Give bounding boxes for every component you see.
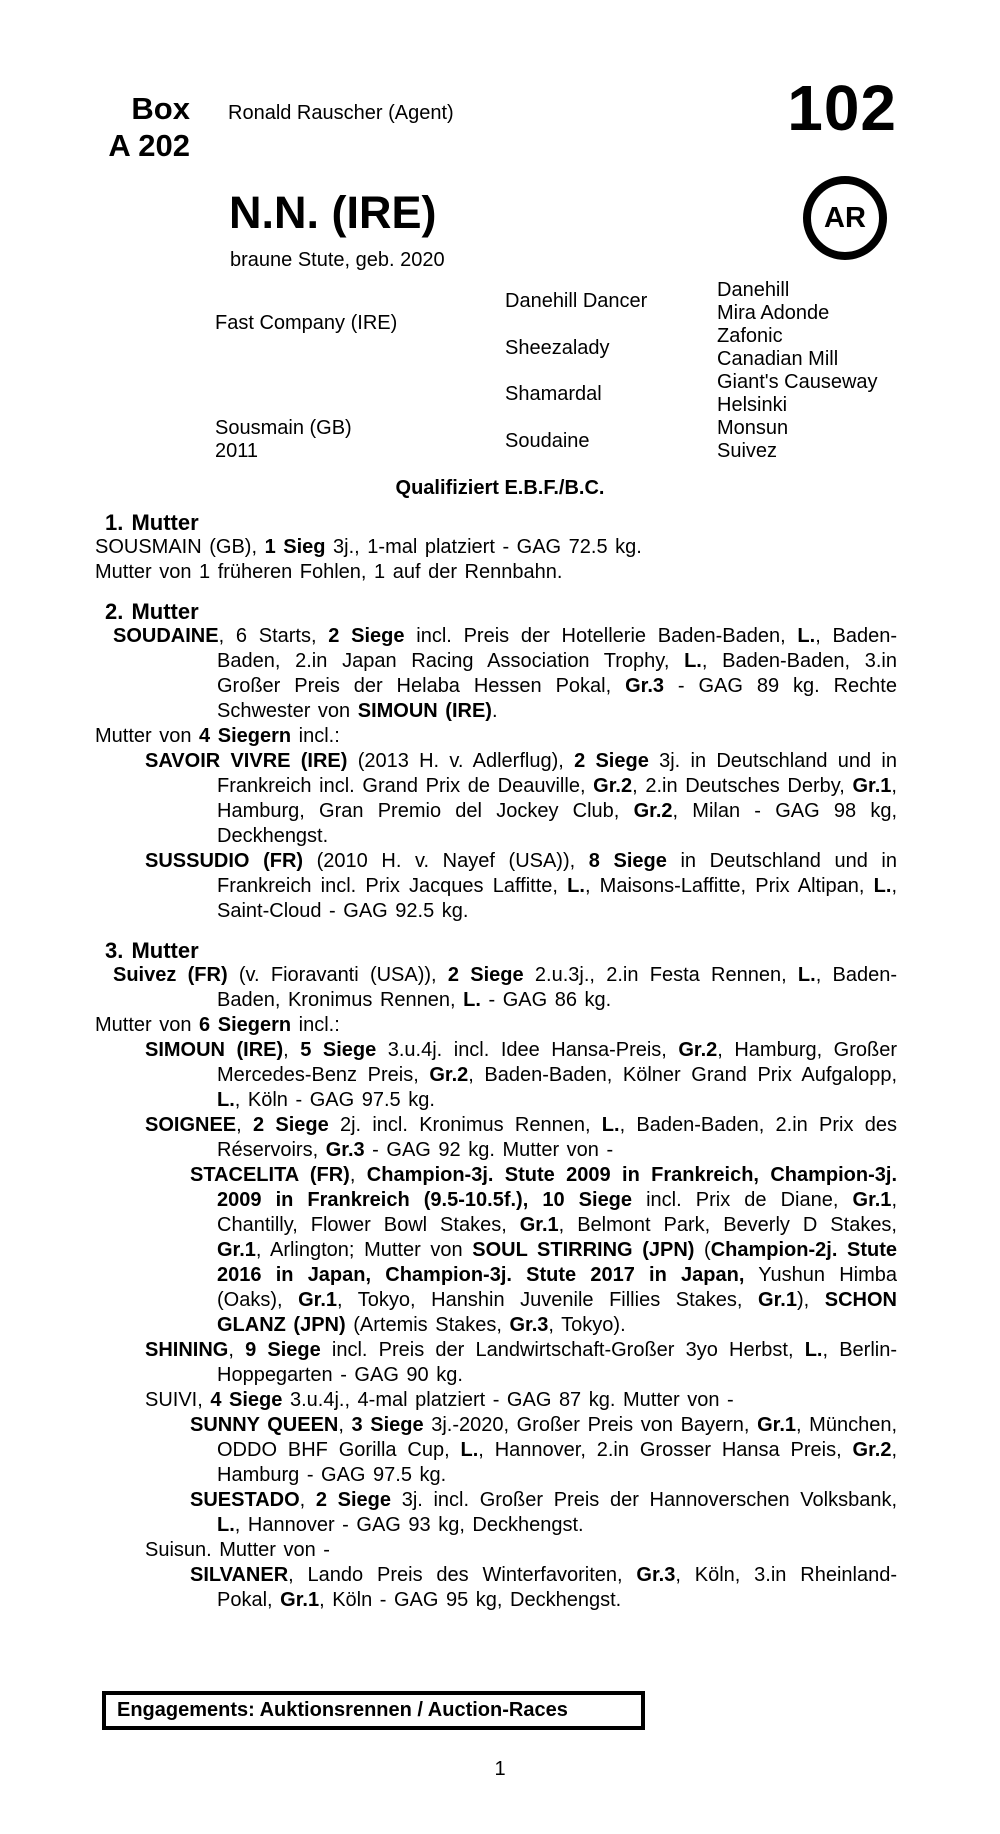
pedigree-paragraph [95, 724, 897, 749]
lot-number: 102 [787, 72, 897, 144]
emphasized-text: L. [797, 625, 816, 647]
emphasized-text: 9 Siege [245, 1339, 321, 1361]
emphasized-text: L. [567, 875, 585, 897]
emphasized-text: Gr.2 [633, 800, 673, 822]
emphasized-text: 2 Siege [447, 964, 524, 986]
pedigree-paragraph [95, 1538, 897, 1563]
plain-text: Mutter von [95, 1014, 200, 1036]
pedigree-paragraph [95, 535, 897, 560]
section-heading: 1. Mutter [105, 510, 199, 535]
plain-text: - GAG 89 kg. Rechte Schwester von [217, 675, 897, 722]
plain-text: , Köln - GAG 95 kg, Deckhengst. [319, 1589, 622, 1611]
emphasized-text: SIMOUN (IRE) [357, 700, 492, 722]
plain-text: , [349, 1164, 367, 1186]
plain-text: , Lando Preis des Winterfavoriten, [288, 1564, 637, 1586]
emphasized-text: SUNNY QUEEN [190, 1414, 339, 1436]
emphasized-text: Gr.1 [217, 1239, 256, 1261]
plain-text: ), [796, 1289, 825, 1311]
emphasized-text: L. [463, 989, 481, 1011]
emphasized-text: Gr.2 [852, 1439, 892, 1461]
emphasized-text: Gr.1 [757, 1414, 797, 1436]
plain-text: , Maisons-Laffitte, Prix Altipan, [584, 875, 874, 897]
pedigree-paragraph [95, 1388, 897, 1413]
engagements-label: Engagements: Auktionsrennen / Auction-Races [117, 1699, 568, 1721]
section-heading: 3. Mutter [105, 938, 199, 963]
pedigree-paragraph [95, 624, 897, 724]
plain-text: 3.u.4j. incl. Idee Hansa-Preis, [376, 1039, 679, 1061]
emphasized-text: 2 Siege [315, 1489, 392, 1511]
plain-text: , Hamburg, Gran Premio del Jockey Club, [217, 775, 897, 822]
pedigree-paragraph [95, 1413, 897, 1488]
plain-text: , Baden-Baden, 3.in Großer Preis der Helaba Hessen Pokal, [217, 650, 897, 697]
emphasized-text: Gr.2 [678, 1039, 718, 1061]
emphasized-text: Gr.3 [636, 1564, 676, 1586]
plain-text: ( [694, 1239, 711, 1261]
emphasized-text: 1 Sieg [264, 536, 326, 558]
grandparent-name: Sheezalady [505, 337, 610, 359]
plain-text: incl. Preis der Hotellerie Baden-Baden, [404, 625, 798, 647]
plain-text: Mutter von [95, 725, 200, 747]
plain-text: - GAG 86 kg. [480, 989, 612, 1011]
emphasized-text: SOIGNEE [145, 1114, 237, 1136]
pedigree-body [95, 510, 897, 1613]
emphasized-text: SAVOIR VIVRE (IRE) [145, 750, 348, 772]
emphasized-text: L. [804, 1339, 823, 1361]
emphasized-text: Gr.3 [625, 675, 664, 697]
plain-text: - GAG 92 kg. Mutter von - [364, 1139, 614, 1161]
emphasized-text: Champion-3j. Stute 2009 in Frankreich, Champion-3j. 2009 in Frankreich (9.5-10.5f.), 10 Siege [217, 1164, 897, 1211]
horse-name: N.N. (IRE) [229, 187, 437, 238]
emphasized-text: SOUL STIRRING (JPN) [472, 1239, 695, 1261]
plain-text: , Berlin-Hoppegarten - GAG 90 kg. [217, 1339, 897, 1386]
plain-text: , Baden-Baden, 2.in Japan Racing Association Trophy, [217, 625, 897, 672]
emphasized-text: 2 Siege [328, 625, 405, 647]
plain-text: (v. Fioravanti (USA)), [227, 964, 448, 986]
box-number: A 202 [108, 128, 190, 163]
plain-text: , Baden-Baden, Kronimus Rennen, [217, 964, 898, 1011]
plain-text: incl. Preis der Landwirtschaft-Großer 3yo Herbst, [320, 1339, 805, 1361]
plain-text: in Deutschland und in Frankreich incl. Prix Jacques Laffitte, [217, 850, 897, 897]
pedigree-paragraph [95, 849, 897, 924]
plain-text: , Arlington; Mutter von [255, 1239, 473, 1261]
plain-text: , München, ODDO BHF Gorilla Cup, [217, 1414, 897, 1461]
plain-text: , [299, 1489, 316, 1511]
box-block [100, 90, 190, 164]
emphasized-text: Gr.1 [852, 775, 892, 797]
plain-text: 3j. in Deutschland und in Frankreich incl. Grand Prix de Deauville, [217, 750, 897, 797]
horse-description: braune Stute, geb. 2020 [230, 249, 445, 271]
plain-text: 3j.-2020, Großer Preis von Bayern, [423, 1414, 758, 1436]
pedigree-paragraph [95, 1163, 897, 1338]
plain-text: SUIVI, [145, 1389, 211, 1411]
ancestor-name: Canadian Mill [717, 348, 839, 370]
pedigree-paragraph [95, 963, 897, 1013]
emphasized-text: L. [797, 964, 816, 986]
emphasized-text: SOUDAINE [113, 625, 219, 647]
grandparent-name: Soudaine [505, 430, 590, 452]
plain-text: , Belmont Park, Beverly D Stakes, [558, 1214, 897, 1236]
plain-text: , Tokyo). [548, 1314, 626, 1336]
plain-text: , [338, 1414, 352, 1436]
plain-text: Mutter von 1 früheren Fohlen, 1 auf der Rennbahn. [95, 561, 563, 583]
plain-text: , 2.in Deutsches Derby, [632, 775, 853, 797]
plain-text: , Chantilly, Flower Bowl Stakes, [217, 1189, 897, 1236]
plain-text: , Hannover, 2.in Grosser Hansa Preis, [478, 1439, 853, 1461]
plain-text: SOUSMAIN (GB), [95, 536, 265, 558]
dam-name: Sousmain (GB) [215, 417, 352, 439]
qualification-note: Qualifiziert E.B.F./B.C. [395, 477, 605, 499]
pedigree-paragraph [95, 1338, 897, 1388]
emphasized-text: Gr.1 [519, 1214, 559, 1236]
plain-text: Yushun Himba (Oaks), [217, 1264, 897, 1311]
emphasized-text: 2 Siege [252, 1114, 329, 1136]
emphasized-text: SUESTADO [190, 1489, 300, 1511]
emphasized-text: Gr.1 [298, 1289, 338, 1311]
pedigree-sire: Fast Company (IRE) [215, 312, 398, 334]
plain-text: incl.: [291, 725, 340, 747]
plain-text: incl. Prix de Diane, [632, 1189, 853, 1211]
ancestor-name: Helsinki [717, 394, 788, 416]
plain-text: . [491, 700, 498, 722]
section-heading: 2. Mutter [105, 599, 199, 624]
plain-text: , Baden-Baden, 2.in Prix des Réservoirs, [217, 1114, 897, 1161]
ancestor-name: Monsun [717, 417, 789, 439]
pedigree-paragraph [95, 1563, 897, 1613]
pedigree-paragraph [95, 1113, 897, 1163]
emphasized-text: SUSSUDIO (FR) [145, 850, 304, 872]
grandparent-name: Danehill Dancer [505, 290, 648, 312]
emphasized-text: Gr.1 [280, 1589, 320, 1611]
emphasized-text: L. [684, 650, 702, 672]
plain-text: (Artemis Stakes, [345, 1314, 510, 1336]
emphasized-text: 5 Siege [300, 1039, 377, 1061]
page-number: 1 [494, 1758, 506, 1780]
ancestor-name: Danehill [717, 279, 790, 301]
plain-text: , Saint-Cloud - GAG 92.5 kg. [217, 875, 898, 922]
plain-text: Suisun. Mutter von - [145, 1539, 330, 1561]
box-label: Box [131, 91, 190, 126]
emphasized-text: SIMOUN (IRE) [145, 1039, 284, 1061]
plain-text: , [236, 1114, 253, 1136]
emphasized-text: STACELITA (FR) [190, 1164, 350, 1186]
plain-text: 3.u.4j., 4-mal platziert - GAG 87 kg. Mutter von - [282, 1389, 734, 1411]
emphasized-text: Gr.1 [758, 1289, 797, 1311]
ancestor-name: Mira Adonde [717, 302, 830, 324]
plain-text: , Milan - GAG 98 kg, Deckhengst. [217, 800, 898, 847]
plain-text: , 6 Starts, [218, 625, 329, 647]
pedigree-paragraph [95, 1488, 897, 1538]
plain-text: (2010 H. v. Nayef (USA)), [303, 850, 589, 872]
emphasized-text: Suivez (FR) [113, 964, 228, 986]
emphasized-text: 2 Siege [574, 750, 649, 772]
emphasized-text: SHINING [145, 1339, 229, 1361]
plain-text: , Tokyo, Hanshin Juvenile Fillies Stakes, [337, 1289, 759, 1311]
emphasized-text: 4 Siegern [199, 725, 292, 747]
emphasized-text: 3 Siege [351, 1414, 424, 1436]
emphasized-text: L. [873, 875, 892, 897]
plain-text: , [283, 1039, 301, 1061]
ancestor-name: Suivez [717, 440, 778, 462]
plain-text: , Baden-Baden, Kölner Grand Prix Aufgalopp, [468, 1064, 898, 1086]
plain-text: 2.u.3j., 2.in Festa Rennen, [523, 964, 798, 986]
plain-text: (2013 H. v. Adlerflug), [347, 750, 575, 772]
plain-text: , Hamburg - GAG 97.5 kg. [217, 1439, 898, 1486]
emphasized-text: Champion-2j. Stute 2016 in Japan, Champion-3j. Stute 2017 in Japan, [217, 1239, 897, 1286]
plain-text: 3j., 1-mal platziert - GAG 72.5 kg. [325, 536, 642, 558]
plain-text: , Köln - GAG 97.5 kg. [234, 1089, 435, 1111]
pedigree-paragraph [95, 1038, 897, 1113]
pedigree-dam [215, 417, 352, 463]
ancestor-name: Zafonic [717, 325, 783, 347]
emphasized-text: Gr.2 [429, 1064, 469, 1086]
plain-text: incl.: [291, 1014, 340, 1036]
emphasized-text: SILVANER [190, 1564, 289, 1586]
emphasized-text: Gr.1 [852, 1189, 892, 1211]
dam-year: 2011 [215, 440, 259, 462]
emphasized-text: L. [217, 1089, 235, 1111]
consignor-agent: Ronald Rauscher (Agent) [228, 102, 454, 124]
ar-brand-icon: AR [803, 176, 887, 260]
emphasized-text: L. [601, 1114, 620, 1136]
emphasized-text: L. [460, 1439, 479, 1461]
pedigree-paragraph [95, 749, 897, 849]
emphasized-text: SCHON GLANZ (JPN) [217, 1289, 897, 1336]
plain-text: , Hannover - GAG 93 kg, Deckhengst. [234, 1514, 584, 1536]
emphasized-text: Gr.2 [593, 775, 633, 797]
engagements-box [102, 1691, 645, 1730]
emphasized-text: Gr.3 [509, 1314, 549, 1336]
emphasized-text: 8 Siege [588, 850, 667, 872]
grandparent-name: Shamardal [505, 383, 602, 405]
emphasized-text: 6 Siegern [199, 1014, 292, 1036]
emphasized-text: Gr.3 [325, 1139, 365, 1161]
plain-text: , Köln, 3.in Rheinland-Pokal, [217, 1564, 897, 1611]
plain-text: , Hamburg, Großer Mercedes-Benz Preis, [217, 1039, 898, 1086]
pedigree-paragraph [95, 1013, 897, 1038]
great-grandparents [717, 279, 878, 463]
emphasized-text: L. [217, 1514, 235, 1536]
plain-text: 3j. incl. Großer Preis der Hannoverschen Volksbank, [391, 1489, 897, 1511]
plain-text: 2j. incl. Kronimus Rennen, [328, 1114, 602, 1136]
pedigree-paragraph [95, 560, 897, 585]
ancestor-name: Giant's Causeway [717, 371, 878, 393]
plain-text: , [228, 1339, 246, 1361]
emphasized-text: 4 Siege [210, 1389, 283, 1411]
